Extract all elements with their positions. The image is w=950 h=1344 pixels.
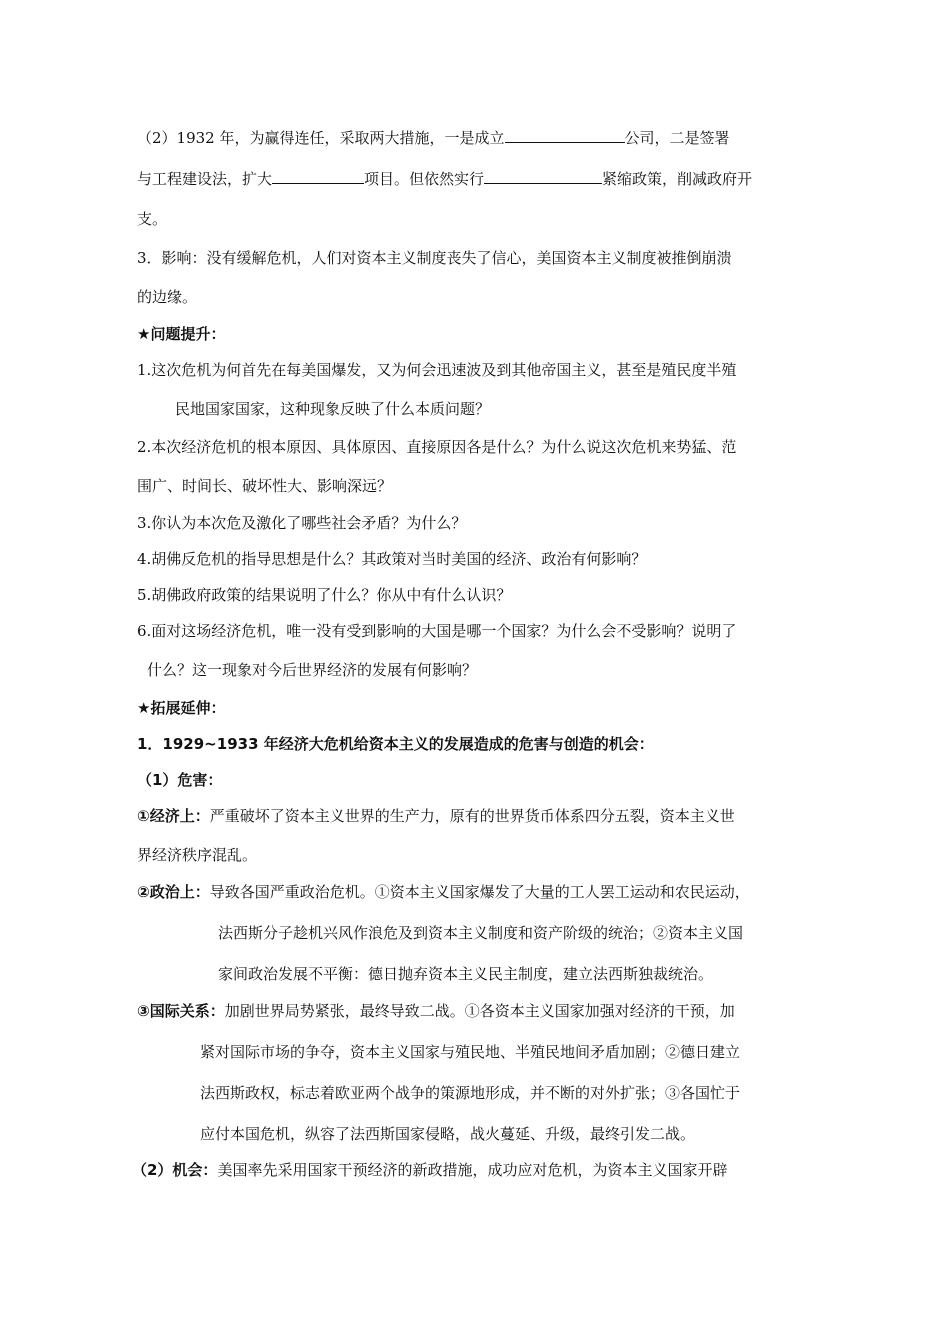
question-5: 5.胡佛政府政策的结果说明了什么？你从中有什么认识？ (137, 586, 512, 604)
question-6-line-2: 什么？这一现象对今后世界经济的发展有何影响？ (147, 661, 478, 679)
question-4: 4.胡佛反危机的指导思想是什么？其政策对当时美国的经济、政治有何影响？ (137, 550, 647, 568)
question-1-line-1: 1.这次危机为何首先在每美国爆发，又为何会迅速波及到其他帝国主义，甚至是殖民度半殖 (137, 361, 737, 379)
economic-text-1: 严重破坏了资本主义世界的生产力，原有的世界货币体系四分五裂，资本主义世 (209, 807, 735, 825)
political-line-1 (137, 882, 750, 902)
international-line-1 (137, 1001, 735, 1021)
political-line-2: 法西斯分子趁机兴风作浪危及到资本主义制度和资产阶级的统治；②资本主义国 (218, 924, 744, 942)
international-line-4: 应付本国危机，纵容了法西斯国家侵略，战火蔓延、升级，最终引发二战。 (200, 1125, 696, 1143)
extension-heading: ★拓展延伸： (137, 699, 226, 717)
measures-text-a: （2）1932 年，为赢得连任，采取两大措施，一是成立 (137, 129, 505, 147)
question-3: 3.你认为本次危及激化了哪些社会矛盾？为什么？ (137, 514, 467, 532)
international-line-3: 法西斯政权，标志着欧亚两个战争的策源地形成，并不断的对外扩张；③各国忙于 (200, 1084, 741, 1102)
economic-line-2: 界经济秩序混乱。 (137, 846, 258, 864)
measures-text-b: 公司，二是签署 (624, 129, 730, 147)
impact-line-2: 的边缘。 (137, 288, 198, 306)
international-text-1: 加剧世界局势紧张，最终导致二战。①各资本主义国家加强对经济的干预，加 (224, 1002, 735, 1020)
question-1-line-2: 民地国家国家，这种现象反映了什么本质问题？ (175, 400, 491, 418)
opportunity-label: （2）机会： (132, 1161, 218, 1179)
harm-heading: （1）危害： (137, 771, 223, 789)
blank-project (272, 168, 364, 184)
question-6-line-1: 6.面对这场经济危机，唯一没有受到影响的大国是哪一个国家？为什么会不受影响？说明了 (137, 622, 737, 640)
impact-line-1: 3．影响：没有缓解危机，人们对资本主义制度丧失了信心，美国资本主义制度被推倒崩溃 (137, 249, 732, 267)
measures-text-e: 紧缩政策，削减政府开 (602, 170, 753, 188)
blank-policy (484, 168, 602, 184)
political-line-3: 家间政治发展不平衡：德日抛弃资本主义民主制度，建立法西斯独裁统治。 (218, 965, 714, 983)
political-label: ②政治上： (137, 883, 210, 901)
questions-heading: ★问题提升： (137, 325, 226, 343)
measures-text-d: 项目。但依然实行 (364, 170, 485, 188)
measures-line-1 (137, 127, 730, 148)
measures-text-c: 与工程建设法，扩大 (137, 170, 273, 188)
economic-label: ①经济上： (137, 807, 210, 825)
measures-line-3: 支。 (137, 210, 168, 228)
economic-line-1 (137, 806, 735, 826)
measures-line-2 (137, 168, 752, 189)
question-2-line-1: 2.本次经济危机的根本原因、具体原因、直接原因各是什么？为什么说这次危机来势猛、范 (137, 438, 737, 456)
opportunity-text-1: 美国率先采用国家干预经济的新政措施，成功应对危机，为资本主义国家开辟 (217, 1161, 728, 1179)
opportunity-line-1 (132, 1160, 727, 1180)
international-label: ③国际关系： (137, 1002, 225, 1020)
extension-title: 1．1929~1933 年经济大危机给资本主义的发展造成的危害与创造的机会： (137, 735, 654, 753)
international-line-2: 紧对国际市场的争夺，资本主义国家与殖民地、半殖民地间矛盾加剧；②德日建立 (200, 1043, 741, 1061)
political-text-1: 导致各国严重政治危机。①资本主义国家爆发了大量的工人罢工运动和农民运动， (209, 883, 750, 901)
question-2-line-2: 围广、时间长、破坏性大、影响深远？ (137, 477, 393, 495)
blank-company (505, 127, 625, 143)
